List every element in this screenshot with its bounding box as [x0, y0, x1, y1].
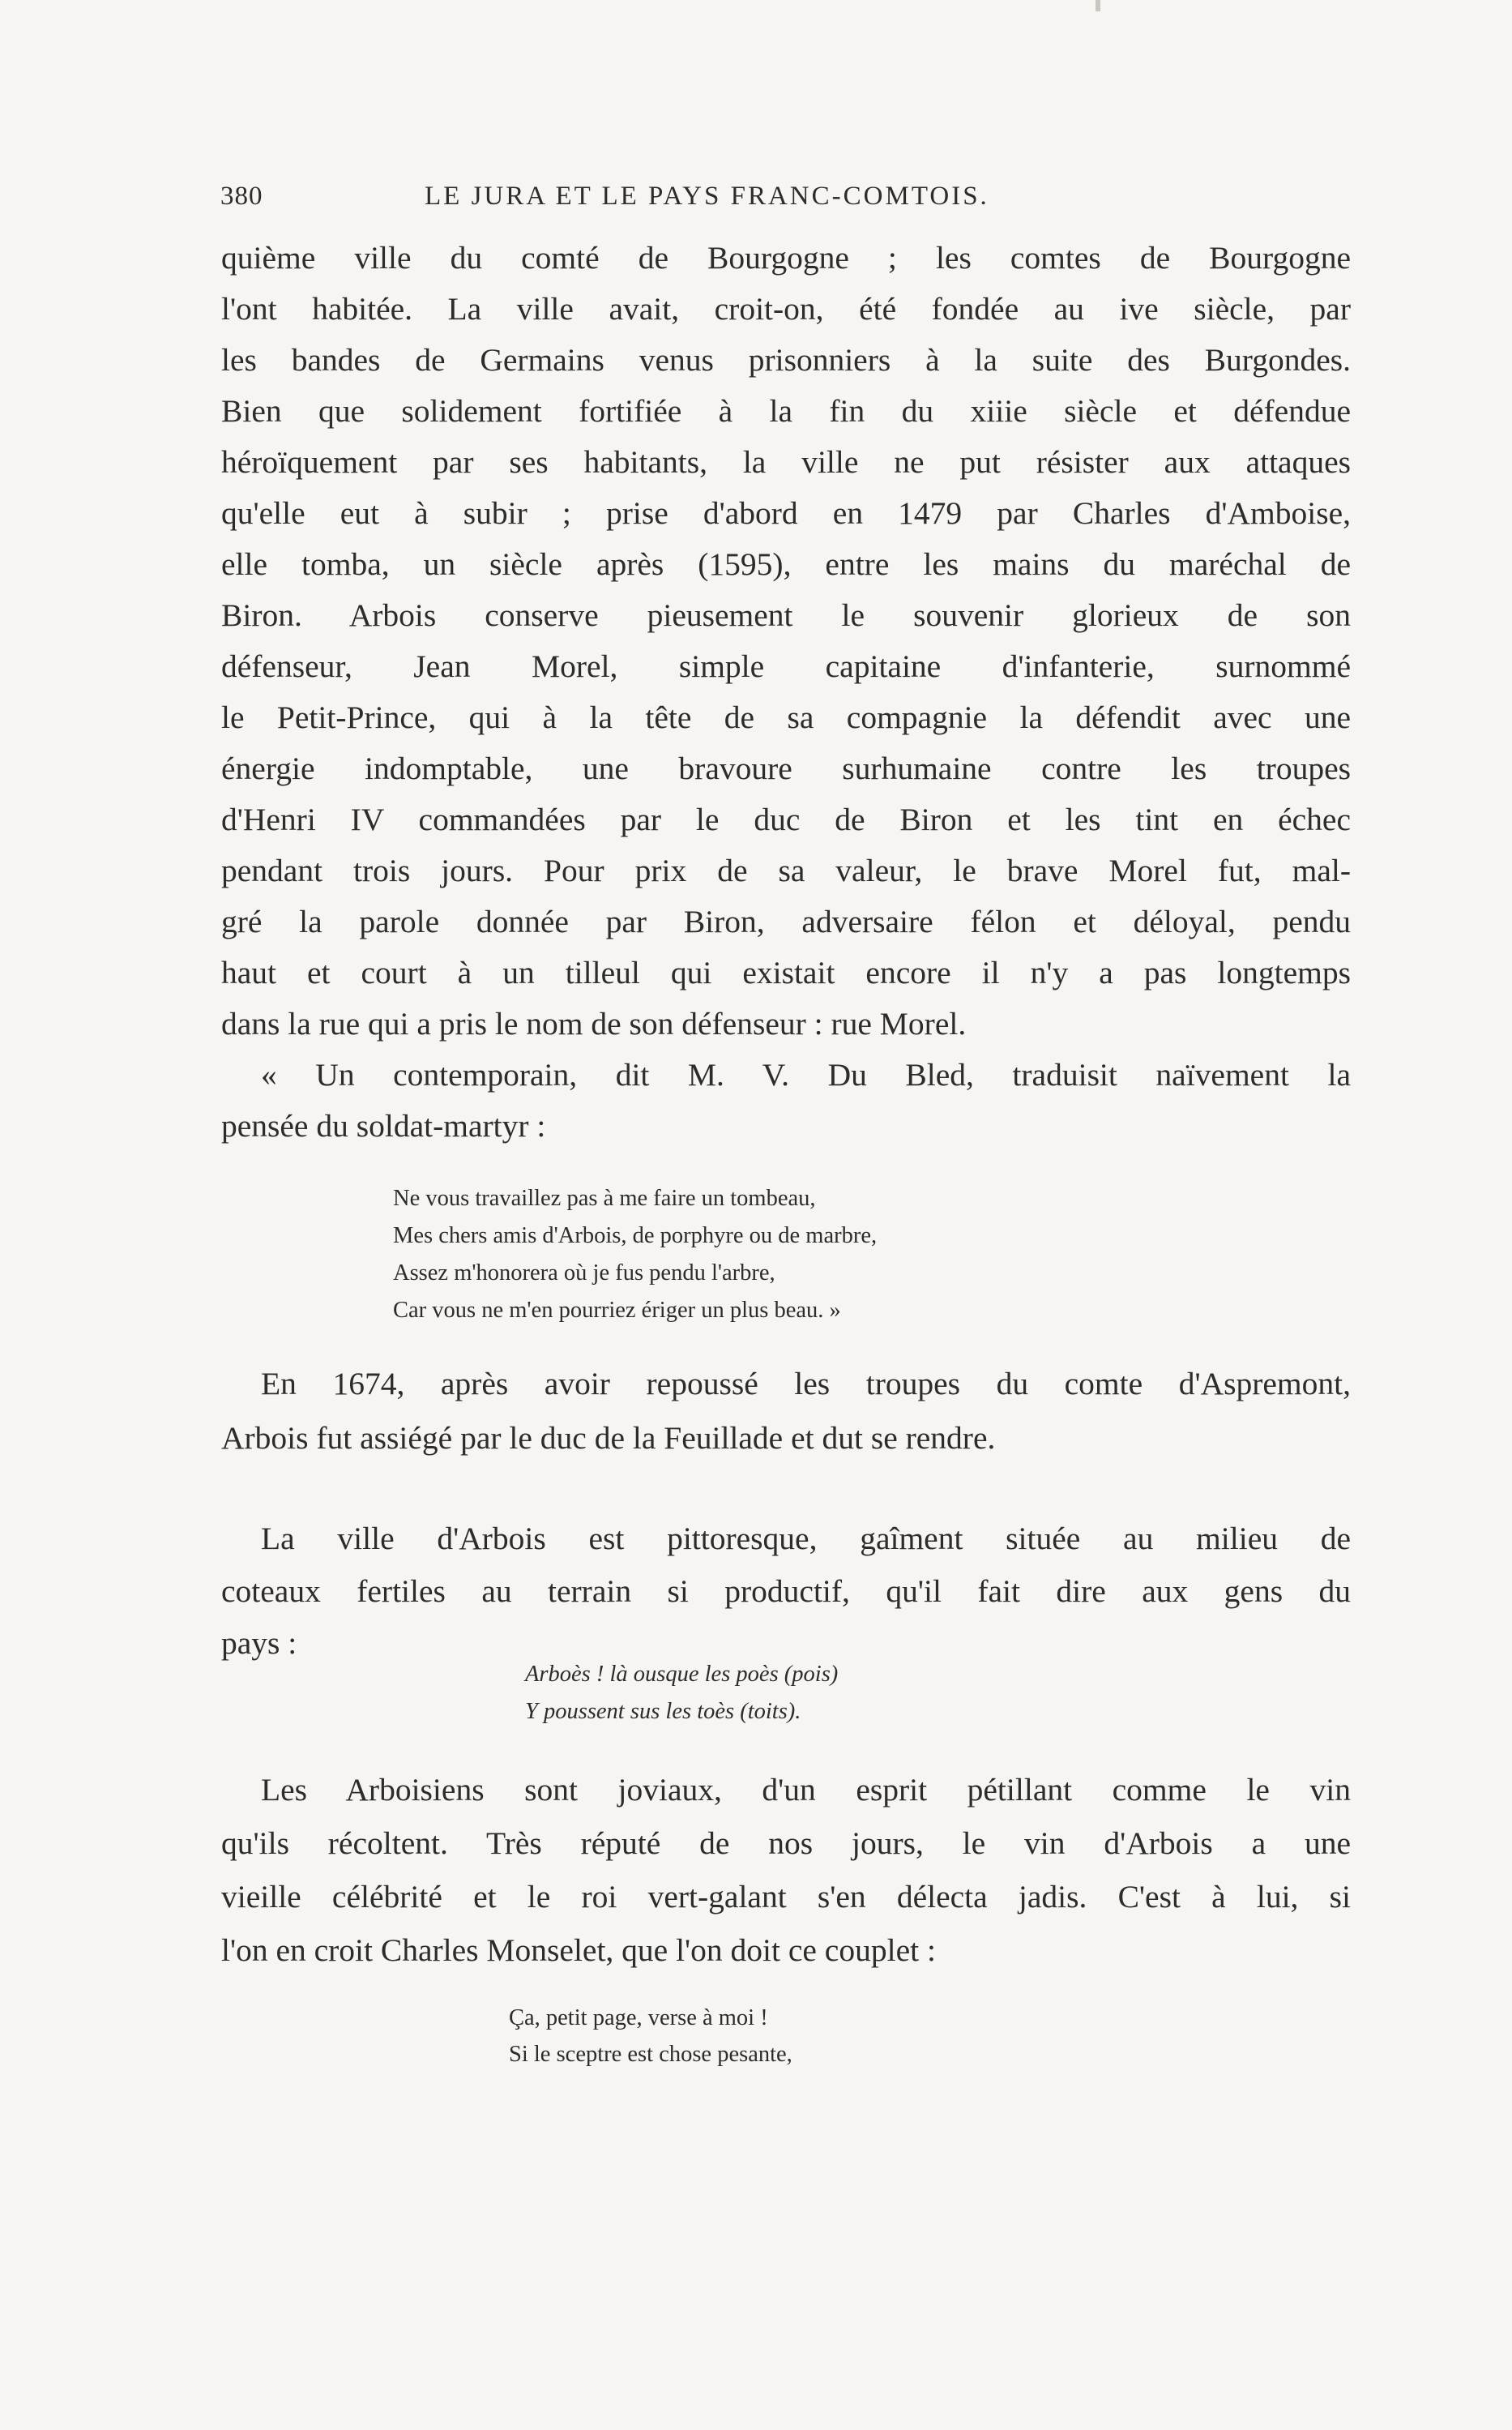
verse-line: Ça, petit page, verse à moi ! — [509, 2005, 768, 2030]
text-line: Arbois fut assiégé par le duc de la Feuillade et dut se rendre. — [221, 1420, 996, 1456]
text-line: héroïquement par ses habitants, la ville ne put résister aux attaques — [221, 444, 1351, 480]
text-line: qu'elle eut à subir ; prise d'abord en 1479 par Charles d'Amboise, — [221, 495, 1351, 531]
running-title: LE JURA ET LE PAYS FRANC-COMTOIS. — [425, 182, 989, 211]
text-line: qu'ils récoltent. Très réputé de nos jours, le vin d'Arbois a une — [221, 1825, 1351, 1861]
text-line: l'on en croit Charles Monselet, que l'on doit ce couplet : — [221, 1932, 936, 1968]
text-line: vieille célébrité et le roi vert-galant s'en délecta jadis. C'est à lui, si — [221, 1879, 1351, 1914]
text-line: elle tomba, un siècle après (1595), entre les mains du maréchal de — [221, 546, 1351, 582]
text-line: La ville d'Arbois est pittoresque, gaîment située au milieu de — [261, 1521, 1351, 1556]
text-line: Biron. Arbois conserve pieusement le souvenir glorieux de son — [221, 597, 1351, 633]
text-line: gré la parole donnée par Biron, adversaire félon et déloyal, pendu — [221, 904, 1351, 939]
text-line: l'ont habitée. La ville avait, croit-on, été fondée au ive siècle, par — [221, 291, 1351, 327]
text-line: haut et court à un tilleul qui existait encore il n'y a pas longtemps — [221, 955, 1351, 990]
text-line: dans la rue qui a pris le nom de son défenseur : rue Morel. — [221, 1006, 967, 1042]
text-line: Les Arboisiens sont joviaux, d'un esprit pétillant comme le vin — [261, 1772, 1351, 1808]
scan-mark — [1096, 0, 1100, 11]
verse-line: Si le sceptre est chose pesante, — [509, 2042, 792, 2067]
text-line: pensée du soldat-martyr : — [221, 1108, 546, 1144]
text-line: pendant trois jours. Pour prix de sa valeur, le brave Morel fut, mal- — [221, 853, 1351, 888]
text-line: d'Henri IV commandées par le duc de Biron et les tint en échec — [221, 802, 1351, 837]
text-line: quième ville du comté de Bourgogne ; les comtes de Bourgogne — [221, 240, 1351, 276]
page-number: 380 — [220, 182, 263, 211]
text-line: pays : — [221, 1625, 297, 1661]
text-line: « Un contemporain, dit M. V. Du Bled, traduisit naïvement la — [261, 1057, 1351, 1093]
verse-line: Car vous ne m'en pourriez ériger un plus beau. » — [393, 1298, 841, 1323]
text-line: le Petit-Prince, qui à la tête de sa compagnie la défendit avec une — [221, 699, 1351, 735]
text-line: énergie indomptable, une bravoure surhumaine contre les troupes — [221, 751, 1351, 786]
text-line: Bien que solidement fortifiée à la fin du xiiie siècle et défendue — [221, 393, 1351, 429]
verse-line: Mes chers amis d'Arbois, de porphyre ou de marbre, — [393, 1223, 878, 1248]
text-line: coteaux fertiles au terrain si productif, qu'il fait dire aux gens du — [221, 1573, 1351, 1609]
text-line: les bandes de Germains venus prisonniers à la suite des Burgondes. — [221, 342, 1351, 378]
verse-line: Ne vous travaillez pas à me faire un tombeau, — [393, 1186, 816, 1211]
text-line: défenseur, Jean Morel, simple capitaine d'infanterie, surnommé — [221, 648, 1351, 684]
page-header — [220, 182, 1363, 222]
text-line: En 1674, après avoir repoussé les troupes du comte d'Aspremont, — [261, 1366, 1351, 1401]
verse-line: Y poussent sus les toès (toits). — [525, 1699, 801, 1724]
verse-line: Arboès ! là ousque les poès (pois) — [525, 1662, 839, 1687]
verse-line: Assez m'honorera où je fus pendu l'arbre, — [393, 1260, 775, 1286]
